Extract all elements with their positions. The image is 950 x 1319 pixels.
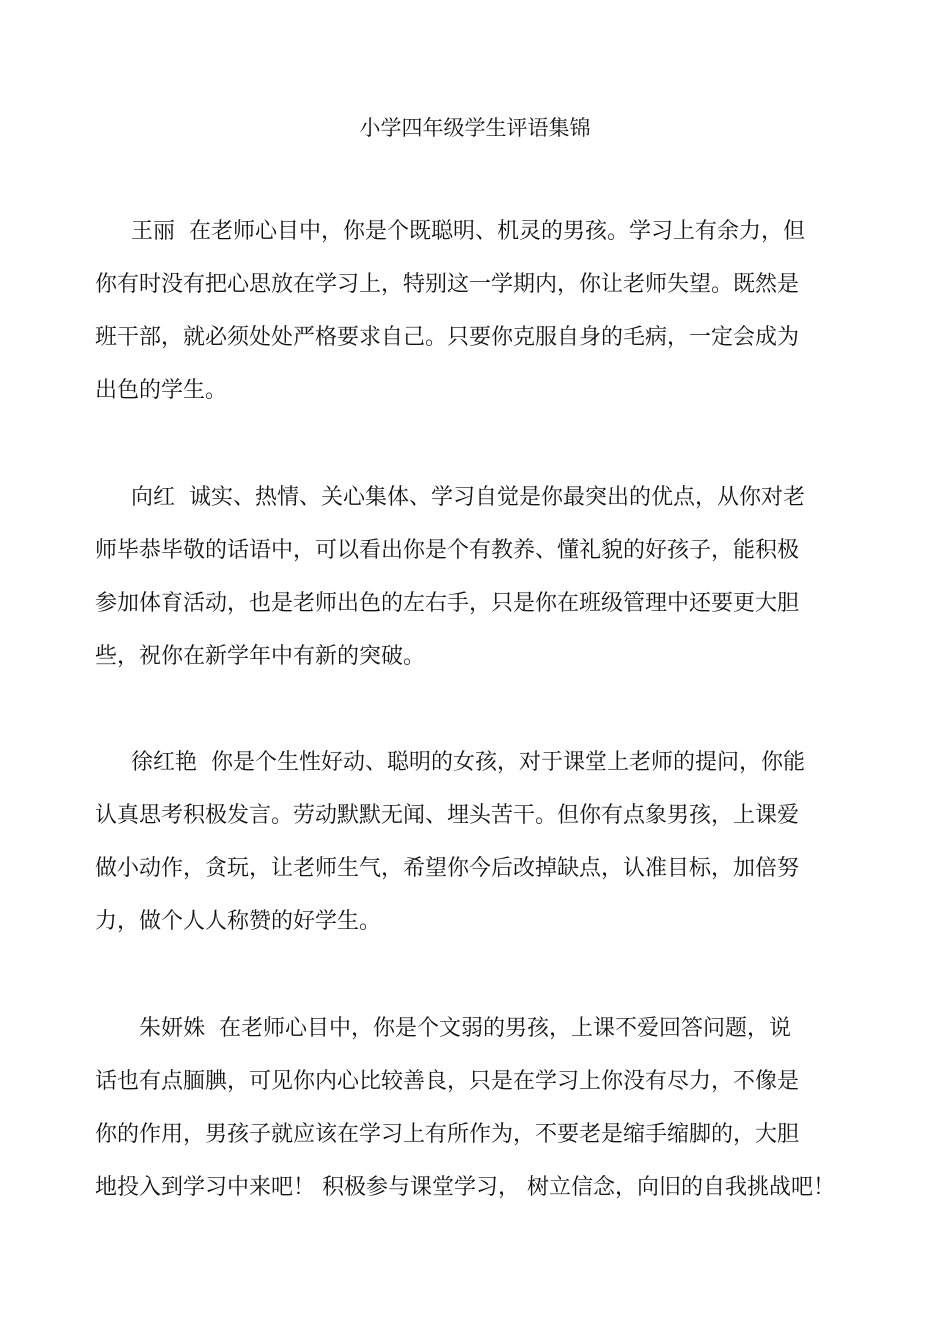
student-comment-3 bbox=[95, 748, 820, 960]
comment-text: 你是个生性好动、聪明的女孩，对于课堂上老师的提问，你能 bbox=[211, 750, 806, 775]
student-comment-1 bbox=[95, 217, 820, 429]
student-comment-4 bbox=[95, 1014, 835, 1226]
comment-line bbox=[95, 1014, 820, 1067]
comment-line bbox=[95, 217, 820, 270]
student-comment-2 bbox=[95, 483, 820, 695]
comment-line: 地投入到学习中来吧！ 积极参与课堂学习， 树立信念，向旧的自我挑战吧！ bbox=[95, 1175, 835, 1200]
comment-line: 参加体育活动，也是老师出色的左右手，只是你在班级管理中还要更大胆 bbox=[95, 591, 800, 616]
comment-line: 些，祝你在新学年中有新的突破。 bbox=[95, 644, 426, 669]
student-name: 王丽 bbox=[131, 219, 176, 244]
student-name: 朱妍姝 bbox=[139, 1016, 206, 1041]
comment-line: 出色的学生。 bbox=[95, 378, 228, 403]
comment-line: 话也有点腼腆，可见你内心比较善良，只是在学习上你没有尽力，不像是 bbox=[95, 1069, 800, 1094]
comment-line bbox=[95, 748, 820, 801]
comment-line bbox=[95, 483, 820, 536]
comment-line: 你的作用，男孩子就应该在学习上有所作为，不要老是缩手缩脚的，大胆 bbox=[95, 1122, 800, 1147]
document-title: 小学四年级学生评语集锦 bbox=[359, 116, 591, 140]
comment-line: 师毕恭毕敬的话语中，可以看出你是个有教养、懂礼貌的好孩子，能积极 bbox=[95, 538, 800, 563]
comment-line: 做小动作，贪玩，让老师生气，希望你今后改掉缺点，认准目标，加倍努 bbox=[95, 856, 800, 881]
comment-line: 认真思考积极发言。劳动默默无闻、埋头苦干。但你有点象男孩，上课爱 bbox=[95, 803, 800, 828]
comment-line: 你有时没有把心思放在学习上，特别这一学期内，你让老师失望。既然是 bbox=[95, 272, 800, 297]
comment-text: 诚实、热情、关心集体、学习自觉是你最突出的优点，从你对老 bbox=[189, 485, 806, 510]
comment-line: 班干部，就必须处处严格要求自己。只要你克服自身的毛病，一定会成为 bbox=[95, 325, 800, 350]
student-name: 徐红艳 bbox=[131, 750, 198, 775]
comment-line: 力，做个人人称赞的好学生。 bbox=[95, 909, 382, 934]
comment-text: 在老师心目中，你是个既聪明、机灵的男孩。学习上有余力，但 bbox=[189, 219, 806, 244]
comment-text: 在老师心目中，你是个文弱的男孩，上课不爱回答问题，说 bbox=[219, 1016, 792, 1041]
student-name: 向红 bbox=[131, 485, 176, 510]
